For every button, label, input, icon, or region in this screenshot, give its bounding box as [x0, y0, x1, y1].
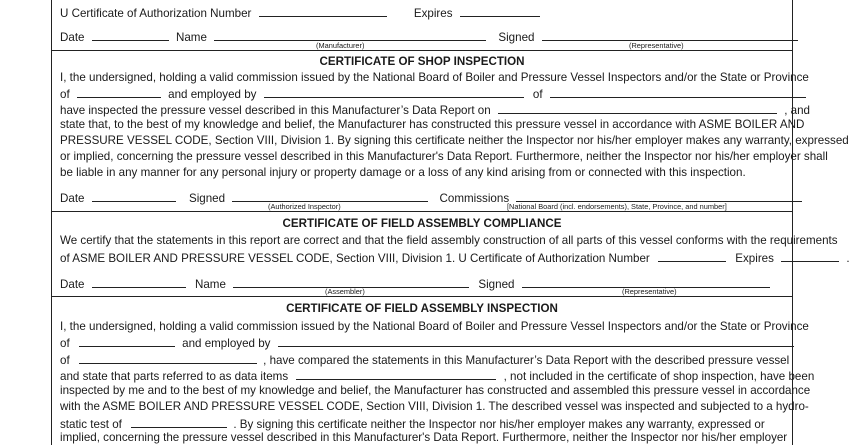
- shop-text-line: or implied, concerning the pressure vessel described in this Manufacturer's Data Report. Furthermore, neither the Inspector nor his/her employer shall: [60, 150, 828, 163]
- date-label: Date: [60, 192, 85, 205]
- field-compliance-title: CERTIFICATE OF FIELD ASSEMBLY COMPLIANCE: [282, 217, 562, 230]
- signing-text: . By signing this certificate neither the Inspector nor his/her employer makes any warranty, expressed or: [233, 418, 765, 431]
- shop-text-line: I, the undersigned, holding a valid commission issued by the National Board of Boiler and Pressure Vessel Inspectors and/or the State or Province: [60, 71, 809, 84]
- inspector-caption: (Authorized Inspector): [268, 202, 341, 211]
- date-field[interactable]: [92, 29, 169, 41]
- field-inspection-title: CERTIFICATE OF FIELD ASSEMBLY INSPECTION: [286, 302, 558, 315]
- ucert-row: [60, 5, 540, 21]
- inspection-items-row: [60, 368, 814, 384]
- date-label: Date: [60, 31, 85, 44]
- name-label: Name: [194, 278, 226, 291]
- inspection-text-line: inspected by me and to the best of my knowledge and belief, the Manufacturer has constructed and assembled this pressure vessel in accordance: [60, 384, 811, 397]
- employer-field[interactable]: [264, 86, 524, 98]
- inspector-signature-field[interactable]: [232, 190, 428, 202]
- ucert-number-field[interactable]: [259, 5, 387, 17]
- compliance-ucert-row: [60, 250, 850, 266]
- commissions-label: Commissions: [439, 192, 510, 205]
- inspection-of-row: [60, 335, 794, 351]
- commissions-caption: [National Board (incl. endorsements), State, Province, and number]: [507, 202, 727, 211]
- shop-text-line: be liable in any manner for any personal injury or property damage or a loss of any kind arising from or connected with this inspection.: [60, 166, 746, 179]
- compliance-text-line: of ASME BOILER AND PRESSURE VESSEL CODE, Section VIII, Division 1. U Certificate of Authorization Number: [60, 252, 650, 265]
- compared-text: , have compared the statements in this Manufacturer’s Data Report with the described pressure vessel: [263, 354, 790, 367]
- shop-of-row: [60, 86, 806, 102]
- employer-location-field[interactable]: [550, 86, 806, 98]
- top-date-row: [60, 29, 798, 45]
- of-label: of: [60, 337, 70, 350]
- signed-label: Signed: [498, 31, 535, 44]
- static-label: static test of: [60, 418, 122, 431]
- expires-field[interactable]: [781, 250, 839, 262]
- expires-label: Expires: [735, 252, 774, 265]
- inspection-compared-row: [60, 352, 789, 368]
- representative-caption: (Representative): [629, 41, 684, 50]
- expires-field[interactable]: [460, 5, 540, 17]
- state-text: and state that parts referred to as data items: [60, 370, 289, 383]
- inspection-text-line: I, the undersigned, holding a valid commission issued by the National Board of Boiler and Pressure Vessel Inspectors and/or the State or Province: [60, 320, 809, 333]
- shop-text-line: state that, to the best of my knowledge and belief, the Manufacturer has constructed this pressure vessel in accordance with ASME BOILER AND: [60, 118, 805, 131]
- divider: [51, 211, 793, 212]
- signed-label: Signed: [188, 192, 226, 205]
- data-items-field[interactable]: [296, 368, 496, 380]
- expires-label: Expires: [413, 7, 453, 20]
- representative-signature-field[interactable]: [542, 29, 798, 41]
- not-included-text: , not included in the certificate of shop inspection, have been: [503, 370, 815, 383]
- date-label: Date: [60, 278, 85, 291]
- shop-text-line: PRESSURE VESSEL CODE, Section VIII, Division 1. By signing this certificate neither the Inspector nor his/her employer makes any warranty, expressed: [60, 134, 849, 147]
- shop-inspected-row: [60, 102, 810, 118]
- of-label: of: [60, 354, 70, 367]
- date-field[interactable]: [92, 276, 186, 288]
- name-label: Name: [175, 31, 207, 44]
- divider: [51, 50, 793, 51]
- ucert-label: U Certificate of Authorization Number: [60, 7, 252, 20]
- inspection-static-row: [60, 416, 765, 432]
- divider: [51, 296, 793, 297]
- employer-location-field[interactable]: [79, 352, 257, 364]
- of-label: of: [532, 88, 543, 101]
- shop-inspection-title: CERTIFICATE OF SHOP INSPECTION: [319, 55, 525, 68]
- representative-caption: (Representative): [622, 287, 677, 296]
- inspection-text-line: with the ASME BOILER AND PRESSURE VESSEL CODE, Section VIII, Division 1. The described vessel was inspected and subjected to a hydro-: [60, 400, 809, 413]
- manufacturer-caption: (Manufacturer): [316, 41, 365, 50]
- period-mark: .: [846, 252, 850, 265]
- manufacturer-name-field[interactable]: [214, 29, 486, 41]
- compliance-text-line: We certify that the statements in this report are correct and that the field assembly construction of all parts of this vessel conforms with the requirements: [60, 234, 838, 247]
- assembler-caption: (Assembler): [325, 287, 365, 296]
- and-label: , and: [784, 104, 810, 117]
- commissions-field[interactable]: [516, 190, 802, 202]
- of-label: of: [60, 88, 70, 101]
- state-province-field[interactable]: [79, 335, 175, 347]
- employer-field[interactable]: [278, 335, 794, 347]
- inspection-text-line: implied, concerning the pressure vessel described in this Manufacturer's Data Report. Furthermore, neither the Inspector nor his/her employer: [60, 431, 788, 444]
- hydrostatic-test-field[interactable]: [131, 416, 227, 428]
- inspection-date-field[interactable]: [498, 102, 777, 114]
- signed-label: Signed: [478, 278, 515, 291]
- ucert-number-field[interactable]: [658, 250, 726, 262]
- inspected-label: have inspected the pressure vessel described in this Manufacturer’s Data Report on: [60, 104, 491, 117]
- date-field[interactable]: [92, 190, 176, 202]
- employed-label: and employed by: [182, 337, 271, 350]
- state-province-field[interactable]: [77, 86, 161, 98]
- employed-label: and employed by: [168, 88, 257, 101]
